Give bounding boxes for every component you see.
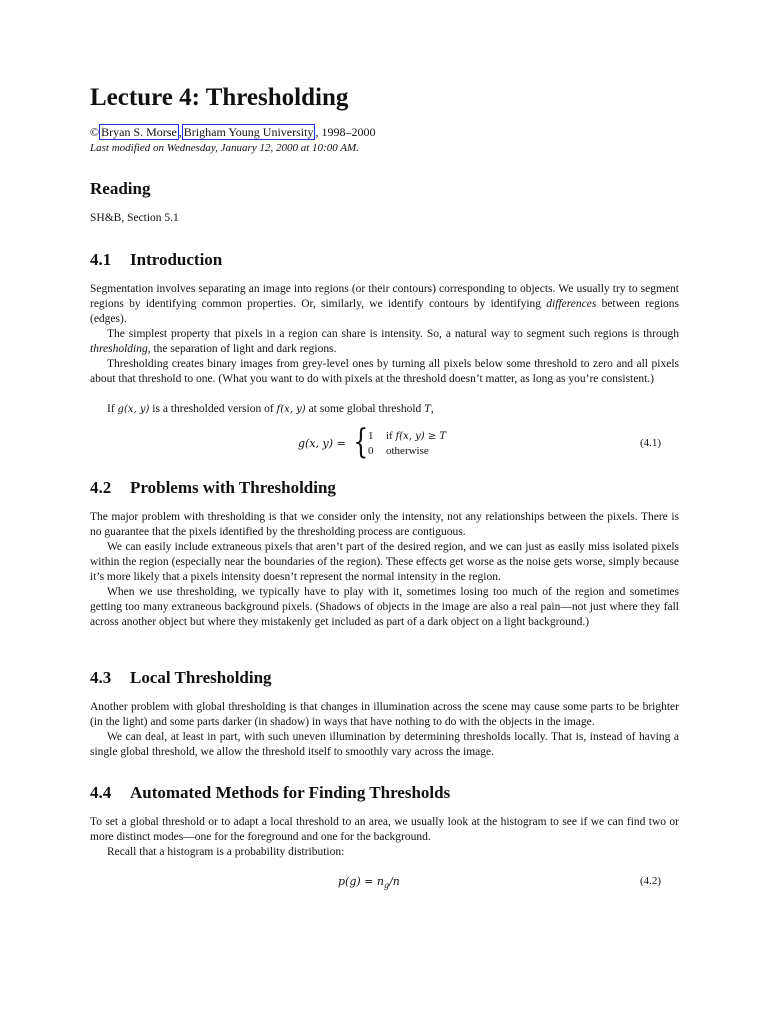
equation-number: (4.1) <box>640 437 662 449</box>
local-paragraph-2: We can deal, at least in part, with such uneven illumination by determining thresholds locally. That is, instead of having a single global threshold, we allow the threshold itself to smoothly vary across the image. <box>90 731 679 758</box>
copyright-symbol: © <box>90 125 100 139</box>
math-inline: g(x, y) <box>117 404 150 415</box>
equation-number: (4.2) <box>640 875 662 887</box>
text-run: The simplest property that pixels in a region can share is intensity. So, a natural way to segment such regions is through <box>107 328 679 340</box>
case-2-condition: otherwise <box>386 445 429 457</box>
subscript: g <box>383 881 390 891</box>
case-2-value: 0 <box>368 445 374 457</box>
text-run: if <box>386 430 396 442</box>
automated-paragraph-1: To set a global threshold or to adapt a local threshold to an area, we usually look at the histogram to see if we can find two or more distinct modes—one for the foreground and one for the background. <box>90 816 679 843</box>
text-run: , <box>430 403 434 415</box>
section-number: 4.4 <box>90 783 112 802</box>
section-number: 4.2 <box>90 478 112 497</box>
case-1-condition <box>386 430 446 442</box>
section-heading-4-1 <box>90 250 222 270</box>
section-heading-4-3 <box>90 668 272 688</box>
local-paragraph-1: Another problem with global thresholding is that changes in illumination across the scene may cause some parts to be brighter (in the light) and some parts darker (in shadow) in ways that have nothing to do with the objects in the image. <box>90 701 679 728</box>
page-title: Lecture 4: Thresholding <box>90 84 349 111</box>
text-run: between regions (edges). <box>90 298 680 325</box>
problems-paragraph-3: When we use thresholding, we typically have to play with it, sometimes losing too much of the region and sometimes getting too many extraneous background pixels. (Shadows of objects in the image are also a real pain—not just where they fall across another object but where they mistakenly get included as part of a dark object on a light background.) <box>90 586 679 628</box>
section-title: Automated Methods for Finding Thresholds <box>130 783 451 802</box>
copyright-years: 1998–2000 <box>321 125 376 139</box>
math-inline: f(x, y) <box>276 404 306 415</box>
intro-paragraph-2 <box>90 327 679 357</box>
section-number: 4.1 <box>90 250 112 269</box>
math-inline: f(x, y) ≥ T <box>395 431 447 442</box>
intro-paragraph-1 <box>90 282 679 327</box>
brace-glyph: { <box>353 422 369 462</box>
case-1-value: 1 <box>368 430 374 442</box>
problems-paragraph-2: We can easily include extraneous pixels that aren’t part of the desired region, and we can just as easily miss isolated pixels within the region (especially near the boundaries of the region). These effects get worse as the noise gets worse, simply because it’s more likely that a pixels intensity doesn’t represent the normal intensity in the region. <box>90 541 679 583</box>
equation-expression: $p(g) = n_g/n$ <box>338 875 400 891</box>
emphasis: differences <box>546 298 597 310</box>
institution-link[interactable]: Brigham Young University <box>183 125 314 139</box>
section-title: Local Thresholding <box>130 668 272 687</box>
reading-heading: Reading <box>90 179 151 198</box>
author-link[interactable]: Bryan S. Morse <box>101 125 177 139</box>
reading-text: SH&B, Section 5.1 <box>90 212 179 224</box>
copyright-sep2: , <box>315 125 319 139</box>
text-run: at some global threshold <box>305 403 425 415</box>
math-inline: T <box>424 404 431 415</box>
section-heading-4-2 <box>90 478 336 498</box>
intro-paragraph-4 <box>90 402 679 417</box>
intro-paragraph-3: Thresholding creates binary images from grey-level ones by turning all pixels below some threshold to zero and all pixels about that threshold to one. (What you want to do with pixels at the threshold doesn’t matter, as long as you’re consistent.) <box>90 358 679 385</box>
emphasis: thresholding <box>90 343 148 355</box>
section-title: Problems with Thresholding <box>130 478 336 497</box>
section-number: 4.3 <box>90 668 112 687</box>
problems-paragraph-1: The major problem with thresholding is that we consider only the intensity, not any relationships between the pixels. There is no guarantee that the pixels identified by the thresholding process are contiguous. <box>90 511 679 538</box>
copyright-sep: , <box>178 125 182 139</box>
section-heading-4-4 <box>90 783 450 803</box>
text-run: If <box>107 403 118 415</box>
last-modified: Last modified on Wednesday, January 12, 2000 at 10:00 AM. <box>90 142 359 154</box>
text-run: Segmentation involves separating an image into regions (or their contours) corresponding to objects. We usually try to segment regions by identifying common properties. Or, similarly, we identify contours by identifying <box>90 283 679 310</box>
text-run: , the separation of light and dark regions. <box>147 343 337 355</box>
automated-paragraph-2: Recall that a histogram is a probability distribution: <box>107 846 345 858</box>
copyright-line <box>90 125 375 140</box>
equation-lhs: g(x, y) = <box>298 437 346 450</box>
section-title: Introduction <box>130 250 223 269</box>
text-run: is a thresholded version of <box>149 403 277 415</box>
